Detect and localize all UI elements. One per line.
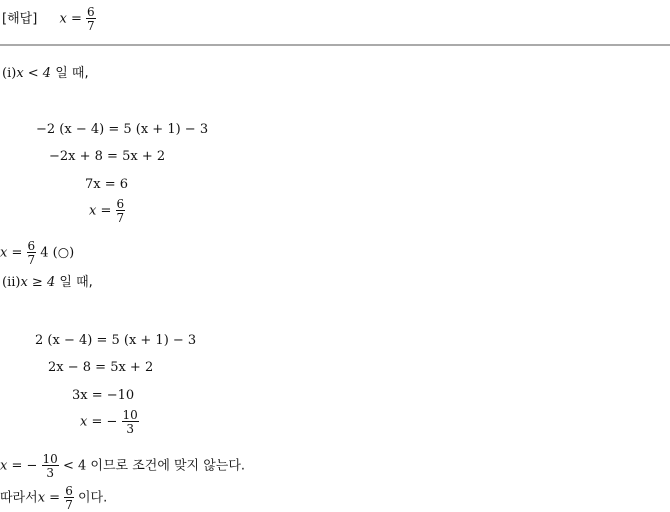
case1-prefix: (ⅰ): [2, 66, 17, 81]
answer-denominator: 7: [87, 19, 95, 33]
case1-title: [2, 62, 89, 81]
case2-suffix: 일 때,: [59, 275, 93, 290]
case1-check-denominator: 7: [27, 253, 36, 267]
case1-final: [89, 198, 125, 224]
conclusion-fraction: [64, 485, 74, 511]
case1-step-3: 7x = 6: [85, 177, 129, 192]
case1-check-numerator: 6: [27, 239, 36, 253]
conclusion-lhs: x =: [37, 490, 61, 506]
case1-check-rest: 4 (○): [40, 245, 75, 261]
answer-lhs: x =: [59, 11, 82, 27]
case2-final-lhs: x = −: [80, 414, 118, 430]
case2-check-text: 이므로 조건에 맞지 않는다.: [90, 458, 246, 474]
divider: [0, 44, 670, 46]
case2-check-numerator: 10: [42, 452, 58, 466]
conclusion: [0, 485, 107, 511]
case1-final-fraction: [116, 198, 126, 224]
case1-final-denominator: 7: [116, 211, 125, 225]
case2-final-fraction: [122, 409, 139, 435]
case2-prefix: (ⅱ): [2, 275, 21, 290]
case2-condition: x ≥ 4: [20, 275, 56, 290]
case2-check-rest: < 4: [62, 458, 87, 474]
answer-header: [2, 6, 96, 32]
case2-check-lhs: x = −: [0, 458, 38, 474]
case2-step-2: 2x − 8 = 5x + 2: [48, 360, 154, 375]
answer-fraction: [86, 6, 96, 32]
case2-check-fraction: [42, 453, 59, 479]
case2-final-denominator: 3: [122, 421, 139, 435]
answer-numerator: 6: [87, 5, 95, 19]
conclusion-denominator: 7: [65, 498, 73, 512]
case2-final-numerator: 10: [122, 408, 138, 422]
case1-final-lhs: x =: [89, 203, 112, 219]
conclusion-suffix: 이다.: [77, 490, 108, 506]
case2-step-3: 3x = −10: [72, 388, 135, 403]
case1-step-1: −2 (x − 4) = 5 (x + 1) − 3: [36, 122, 209, 137]
case1-check: [0, 240, 74, 266]
case1-condition: x < 4: [16, 66, 52, 81]
case1-suffix: 일 때,: [55, 66, 89, 81]
conclusion-numerator: 6: [65, 484, 73, 498]
case1-step-2: −2x + 8 = 5x + 2: [49, 149, 166, 164]
case2-check: [0, 453, 245, 479]
case2-title: [2, 271, 93, 290]
case2-step-1: 2 (x − 4) = 5 (x + 1) − 3: [35, 333, 197, 348]
case1-final-numerator: 6: [116, 197, 125, 211]
case2-final: [80, 409, 139, 435]
conclusion-prefix: 따라서: [0, 490, 38, 506]
case2-check-denominator: 3: [42, 465, 59, 479]
case1-check-lhs: x =: [0, 245, 23, 261]
answer-label: [해답]: [2, 11, 38, 27]
case1-check-fraction: [27, 240, 37, 266]
